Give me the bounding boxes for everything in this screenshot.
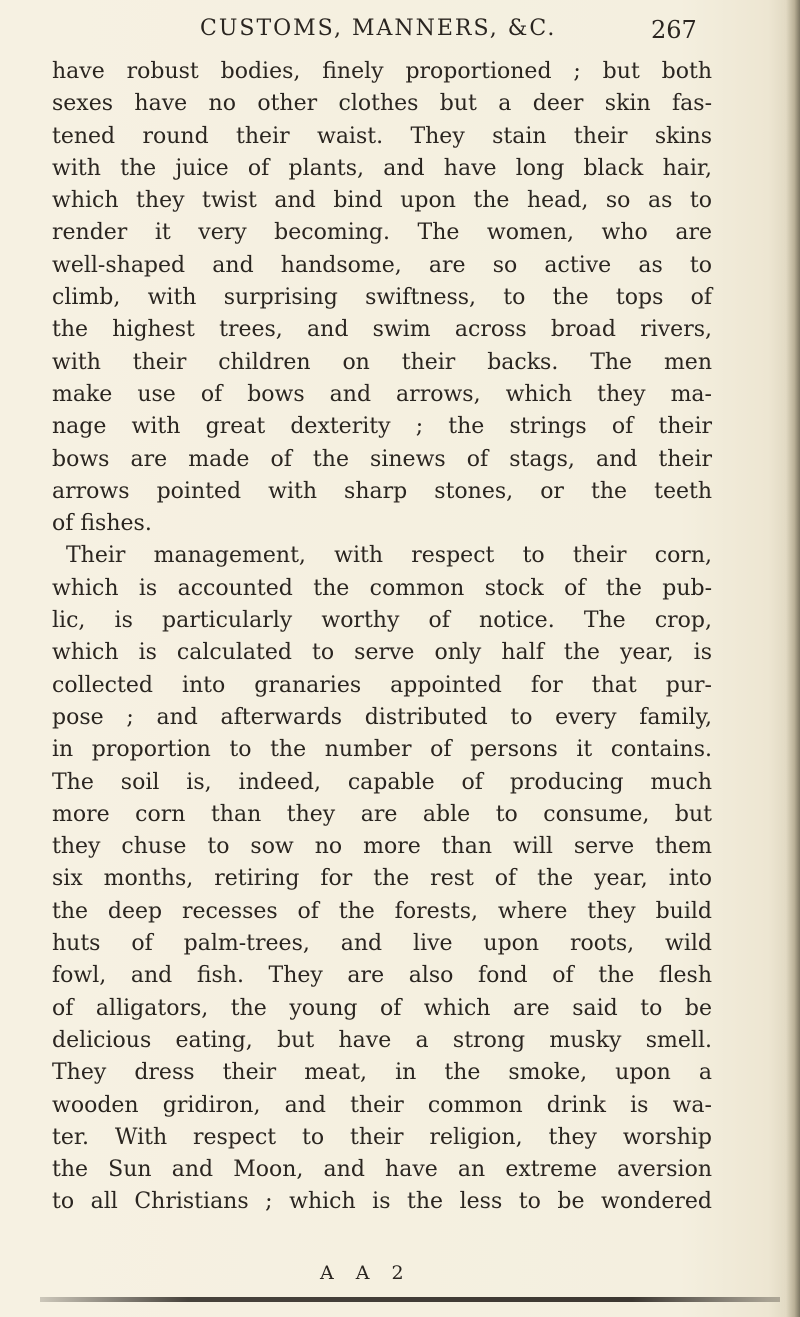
text-line: They dress their meat, in the smoke, upon a (52, 1060, 712, 1086)
text-line: they chuse to sow no more than will serve them (52, 834, 712, 860)
text-line: make use of bows and arrows, which they ma- (52, 381, 712, 407)
text-line: delicious eating, but have a strong musky smell. (52, 1027, 712, 1053)
text-line: which is calculated to serve only half the year, is (52, 640, 712, 666)
text-line: the Sun and Moon, and have an extreme aversion (52, 1157, 712, 1183)
text-line: climb, with surprising swiftness, to the tops of (52, 285, 712, 311)
text-line: which they twist and bind upon the head, so as to (52, 188, 712, 214)
text-line: more corn than they are able to consume, but (52, 801, 712, 827)
text-line: well-shaped and handsome, are so active as to (52, 252, 712, 278)
text-line: to all Christians ; which is the less to be wondered (52, 1189, 712, 1215)
text-line: wooden gridiron, and their common drink is wa- (52, 1092, 712, 1118)
page-edge-shadow (786, 0, 800, 1317)
body-text (52, 56, 712, 1219)
text-line: arrows pointed with sharp stones, or the teeth (52, 478, 712, 504)
text-line: which is accounted the common stock of the pub- (52, 575, 712, 601)
text-line: ter. With respect to their religion, they worship (52, 1124, 712, 1150)
running-title: CUSTOMS, MANNERS, &C. (200, 16, 557, 41)
text-line: fowl, and fish. They are also fond of the flesh (52, 963, 712, 989)
text-line: with their children on their backs. The men (52, 349, 712, 375)
page-number: 267 (651, 16, 697, 44)
paragraph-start-line: Their management, with respect to their corn, (66, 543, 712, 569)
running-head (0, 16, 800, 50)
text-line: the deep recesses of the forests, where they build (52, 898, 712, 924)
text-line: bows are made of the sinews of stags, and their (52, 446, 712, 472)
signature-mark: A A 2 (320, 1262, 412, 1284)
text-line: of fishes. (52, 511, 152, 537)
text-line: nage with great dexterity ; the strings of their (52, 414, 712, 440)
text-line: render it very becoming. The women, who are (52, 220, 712, 246)
text-line: lic, is particularly worthy of notice. The crop, (52, 608, 712, 634)
text-line: tened round their waist. They stain their skins (52, 123, 712, 149)
text-line: The soil is, indeed, capable of producing much (52, 769, 712, 795)
text-line: collected into granaries appointed for that pur- (52, 672, 712, 698)
text-line: pose ; and afterwards distributed to every family, (52, 704, 712, 730)
bottom-edge-rule (40, 1297, 780, 1302)
text-line: sexes have no other clothes but a deer skin fas- (52, 91, 712, 117)
text-line: in proportion to the number of persons it contains. (52, 737, 712, 763)
text-line: have robust bodies, finely proportioned ; but both (52, 59, 712, 84)
text-line: six months, retiring for the rest of the year, into (52, 866, 712, 892)
text-line: huts of palm-trees, and live upon roots, wild (52, 931, 712, 957)
text-line: the highest trees, and swim across broad rivers, (52, 317, 712, 343)
text-line: of alligators, the young of which are said to be (52, 995, 712, 1021)
text-line: with the juice of plants, and have long black hair, (52, 155, 712, 181)
